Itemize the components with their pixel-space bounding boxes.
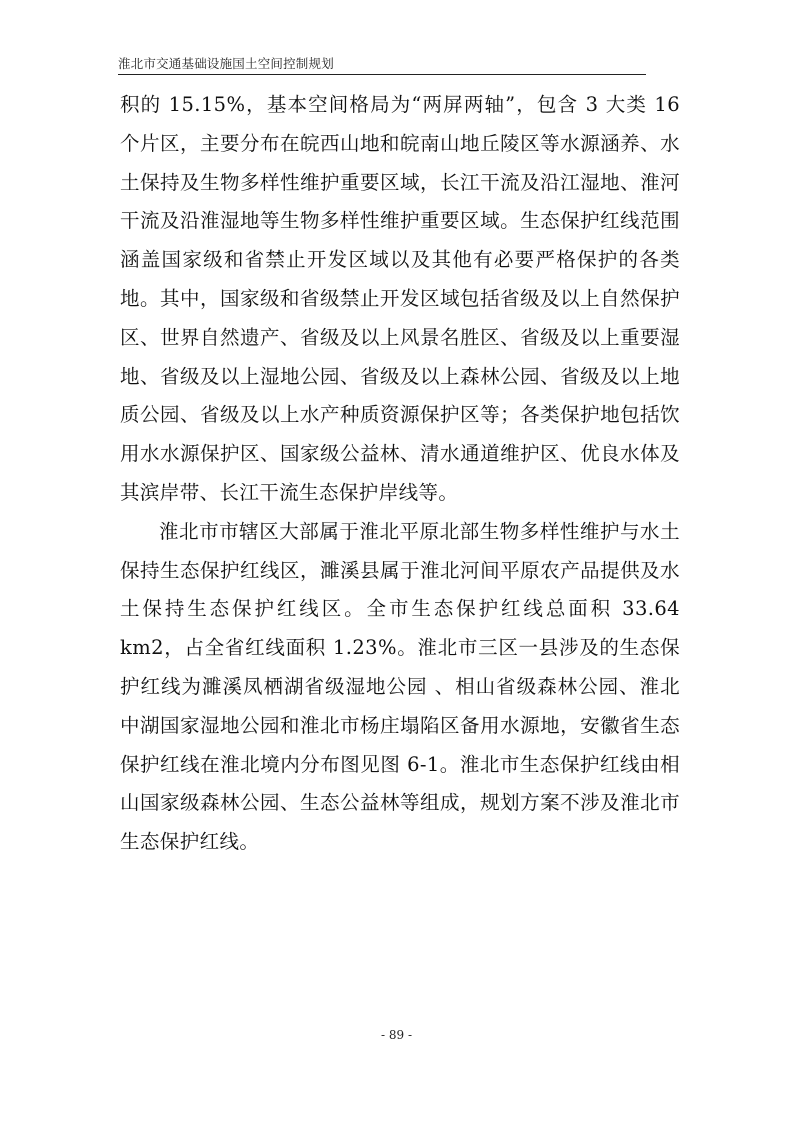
- running-header-title: 淮北市交通基础设施国土空间控制规划: [118, 56, 334, 71]
- page-number: - 89 -: [380, 1028, 412, 1042]
- paragraph: 淮北市市辖区大部属于淮北平原北部生物多样性维护与水土保持生态保护红线区，濉溪县属于淮北河间平原农产品提供及水土保持生态保护红线区。全市生态保护红线总面积 33.64 km2，占全省红线面积 1.23%。淮北市三区一县涉及的生态保护红线为濉溪凤栖湖省级湿地公园 、相山省级森林公园、淮北中湖国家湿地公园和淮北市杨庄塌陷区备用水源地，安徽省生态保护红线在淮北境内分布图见图 6-1。淮北市生态保护红线由相山国家级森林公园、生态公益林等组成，规划方案不涉及淮北市生态保护红线。: [120, 519, 680, 854]
- header-divider: [118, 74, 646, 75]
- document-body: [120, 86, 680, 862]
- page-header: [118, 52, 646, 80]
- paragraph-continuation: 积的 15.15%，基本空间格局为“两屏两轴”，包含 3 大类 16 个片区，主要分布在皖西山地和皖南山地丘陵区等水源涵养、水土保持及生物多样性维护重要区域，长江干流及沿江湿地、淮河干流及沿淮湿地等生物多样性维护重要区域。生态保护红线范围涵盖国家级和省禁止开发区域以及其他有必要严格保护的各类地。其中，国家级和省级禁止开发区域包括省级及以上自然保护区、世界自然遗产、省级及以上风景名胜区、省级及以上重要湿地、省级及以上湿地公园、省级及以上森林公园、省级及以上地质公园、省级及以上水产种质资源保护区等；各类保护地包括饮用水水源保护区、国家级公益林、清水通道维护区、优良水体及其滨岸带、长江干流生态保护岸线等。: [120, 93, 680, 504]
